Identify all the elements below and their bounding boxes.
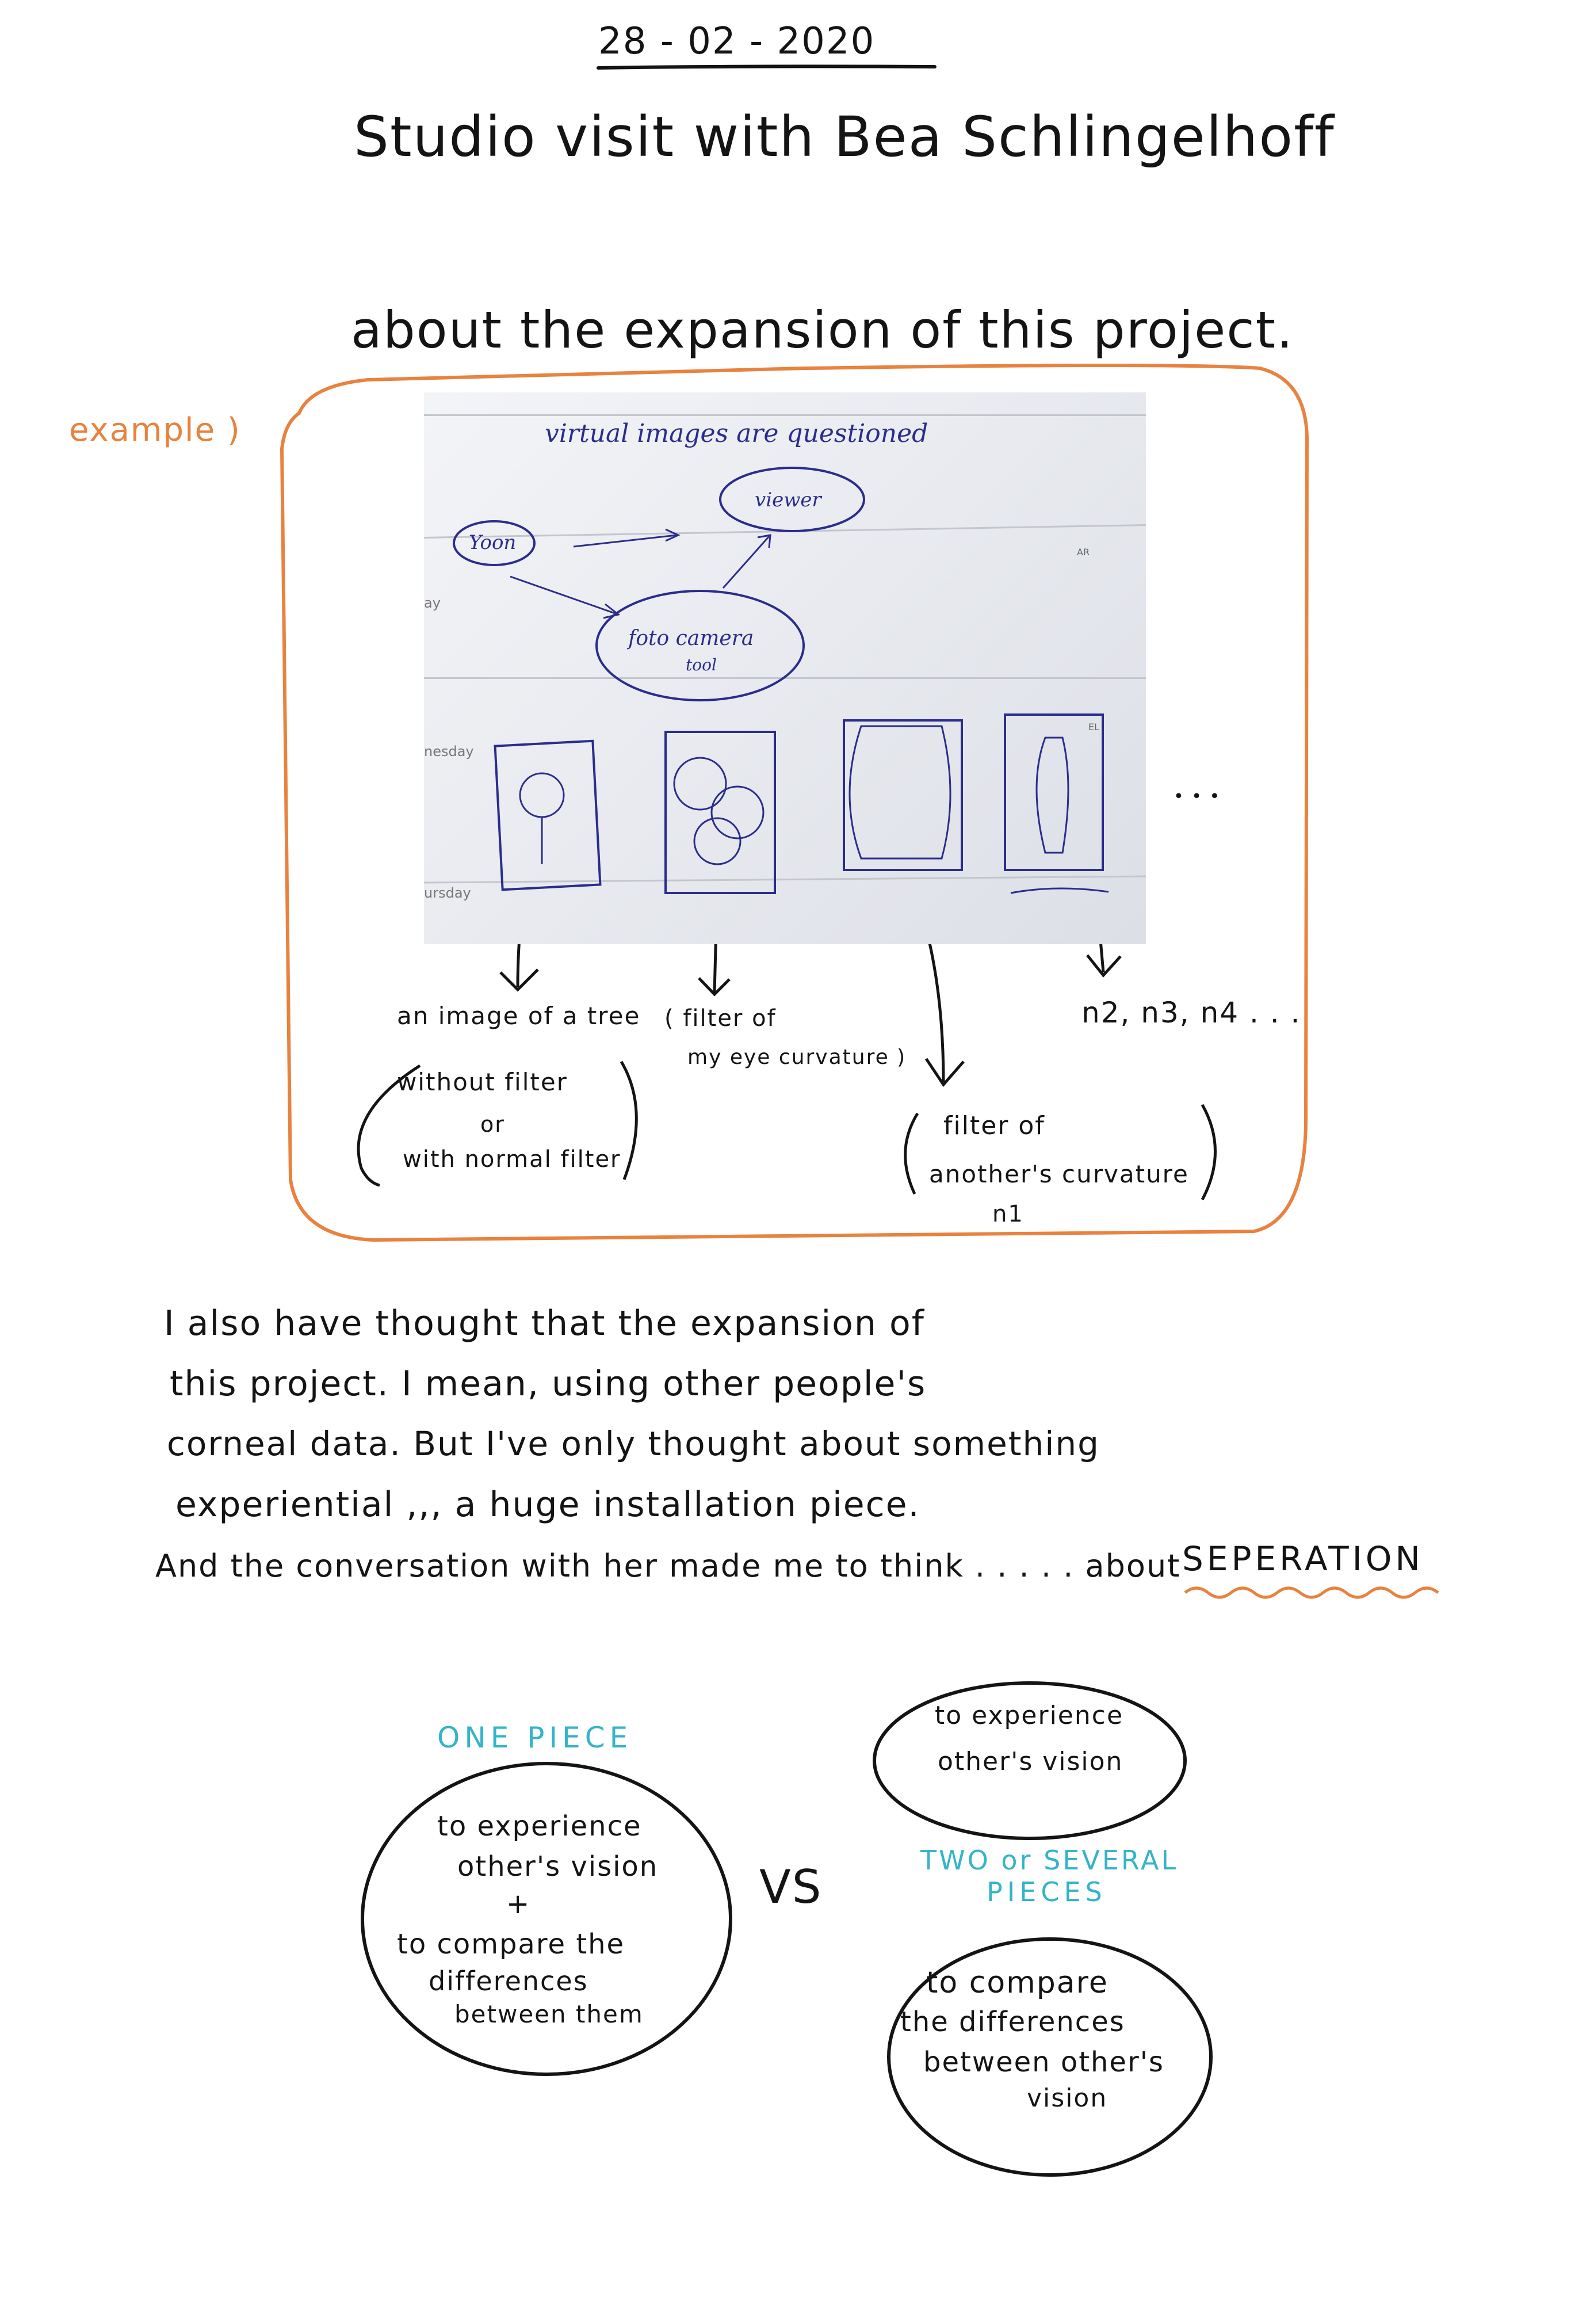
example-label: example ) <box>69 411 241 449</box>
two-pieces-label-line1: TWO or SEVERAL <box>920 1845 1179 1876</box>
bubble-bottom-line: vision <box>1027 2083 1108 2113</box>
bubble-top-line: to experience <box>935 1701 1124 1730</box>
bubble-bottom-line: between other's <box>923 2046 1164 2078</box>
one-piece-line: to compare the <box>397 1928 625 1960</box>
paragraph-line: this project. I mean, using other people's <box>170 1364 927 1404</box>
annotation-another-filter-line2: another's curvature <box>929 1160 1189 1188</box>
annotation-image-of-tree: an image of a tree <box>397 1002 641 1030</box>
paragraph-line: experiential ,,, a huge installation piece. <box>175 1485 920 1525</box>
note-title: Studio visit with Bea Schlingelhoff <box>354 105 1335 169</box>
bubble-bottom-line: the differences <box>900 2006 1125 2038</box>
two-pieces-label-line2: PIECES <box>987 1876 1107 1907</box>
annotation-my-filter-line1: ( filter of <box>664 1005 777 1032</box>
vs-label: VS <box>759 1860 823 1914</box>
planner-marker: EL <box>1088 722 1100 732</box>
node-tool-line1: foto camera <box>628 627 754 650</box>
paragraph-line: corneal data. But I've only thought about something <box>167 1424 1100 1463</box>
planner-day-label: ursday <box>424 885 471 901</box>
highlight-separation: SEPERATION <box>1182 1539 1424 1578</box>
sketch-caption: virtual images are questioned <box>545 419 928 448</box>
planner-day-label: ay <box>424 595 441 611</box>
sketch-photo <box>424 392 1146 944</box>
pen-sketch <box>424 392 1146 944</box>
node-viewer: viewer <box>755 489 821 512</box>
planner-marker: AR <box>1077 547 1090 558</box>
one-piece-line: to experience <box>437 1810 642 1842</box>
sketch-ellipsis: • • • <box>1174 787 1221 807</box>
annotation-normal-filter: with normal filter <box>403 1146 621 1173</box>
bubble-bottom-line: to compare <box>926 1966 1109 2000</box>
one-piece-line: + <box>506 1888 531 1920</box>
node-tool-line2: tool <box>686 655 717 674</box>
node-yoon: Yoon <box>469 531 517 554</box>
annotation-without-filter: without filter <box>397 1068 568 1096</box>
paragraph-line: I also have thought that the expansion of <box>164 1303 925 1344</box>
one-piece-line: other's vision <box>457 1850 659 1883</box>
annotation-another-filter-line1: filter of <box>943 1111 1045 1140</box>
annotation-or: or <box>480 1112 505 1137</box>
paragraph-last-line: And the conversation with her made me to think . . . . . about <box>155 1548 1181 1584</box>
note-date: 28 - 02 - 2020 <box>598 20 876 63</box>
note-subtitle: about the expansion of this project. <box>351 300 1294 360</box>
planner-day-label: nesday <box>424 743 474 760</box>
bubble-top-line: other's vision <box>938 1747 1123 1776</box>
one-piece-label: ONE PIECE <box>437 1721 633 1754</box>
annotation-n1: n1 <box>992 1201 1024 1227</box>
annotation-n-series: n2, n3, n4 . . . <box>1081 996 1301 1029</box>
one-piece-line: differences <box>429 1966 588 1997</box>
one-piece-line: between them <box>454 2000 644 2028</box>
annotation-my-filter-line2: my eye curvature ) <box>687 1045 907 1069</box>
